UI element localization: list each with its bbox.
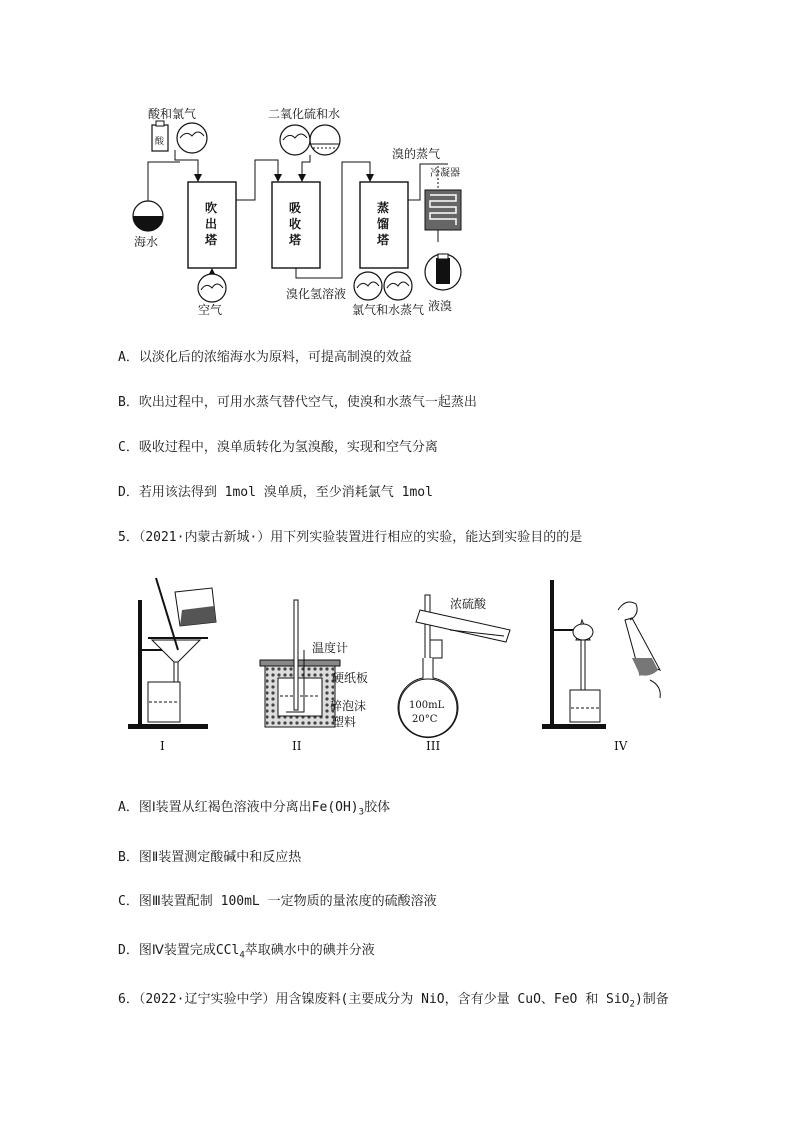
q4-option-c: C．吸收过程中，溴单质转化为氢溴酸，实现和空气分离 — [118, 440, 438, 455]
bromine-process-diagram — [120, 100, 480, 320]
air-label: 空气 — [198, 303, 223, 317]
fig-label-ii: II — [292, 739, 302, 753]
fig-label-iv: IV — [614, 739, 628, 753]
chlorine-gas-icon — [177, 123, 207, 153]
liquid-bromine-label: 液溴 — [428, 299, 453, 313]
seawater-icon — [133, 201, 163, 231]
hbr-solution-label: 溴化氢溶液 — [286, 287, 347, 301]
so2-gas-icon — [280, 125, 310, 155]
acid-bottle-icon — [152, 121, 168, 151]
q4-option-d: D．若用该法得到 1mol 溴单质，至少消耗氯气 1mol — [118, 485, 433, 500]
svg-text:塔: 塔 — [205, 233, 218, 247]
q5-option-d: D．图Ⅳ装置完成CCl$_4$萃取碘水中的碘并分液 — [118, 943, 375, 961]
apparatus-ii-calorimeter — [260, 600, 340, 727]
fig-label-iii: III — [426, 739, 441, 753]
q5-option-c: C．图Ⅲ装置配制 100mL 一定物质的量浓度的硫酸溶液 — [118, 894, 437, 909]
q4-option-b: B．吹出过程中，可用水蒸气替代空气，使溴和水蒸气一起蒸出 — [118, 395, 477, 410]
svg-text:蒸: 蒸 — [377, 201, 390, 215]
svg-text:出: 出 — [205, 217, 218, 231]
q5-option-a: A．图Ⅰ装置从红褐色溶液中分离出$Fe(OH)_3$胶体 — [118, 800, 391, 818]
apparatus-i-filtration — [128, 578, 216, 729]
liquid-bromine-bottle-icon — [425, 254, 461, 290]
chlorine-steam-label: 氯气和水蒸气 — [352, 303, 425, 317]
flask-volume-label: 100mL — [409, 700, 445, 711]
conc-acid-label: 浓硫酸 — [450, 597, 487, 611]
fig-label-i: I — [160, 739, 165, 753]
q4-option-a: A．以淡化后的浓缩海水为原料，可提高制溴的效益 — [118, 350, 412, 365]
chlorine-steam-icon — [354, 272, 412, 300]
q5-stem: 5．（2021·内蒙古新城·）用下列实验装置进行相应的实验，能达到实验目的的是 — [118, 530, 583, 545]
acid-chlorine-label: 酸和氯气 — [148, 107, 197, 121]
svg-text:吹: 吹 — [205, 201, 218, 215]
apparatus-iv-separatory-funnel — [542, 580, 660, 729]
condenser-icon — [425, 190, 461, 242]
bromine-vapor-label: 溴的蒸气 — [392, 147, 441, 161]
foam-label-1: 碎泡沫 — [330, 699, 367, 713]
q5-apparatus-figure — [120, 570, 680, 760]
svg-text:收: 收 — [289, 217, 302, 231]
condenser-label: 冷凝器 — [430, 168, 460, 179]
svg-text:塔: 塔 — [289, 233, 302, 247]
foam-label-2: 塑料 — [332, 715, 357, 729]
flask-temp-label: 20°C — [412, 714, 438, 725]
seawater-label: 海水 — [134, 235, 159, 249]
q5-option-b: B．图Ⅱ装置测定酸碱中和反应热 — [118, 850, 302, 865]
water-icon — [310, 125, 340, 155]
so2-water-label: 二氧化硫和水 — [268, 107, 341, 121]
cardboard-label: 硬纸板 — [332, 671, 369, 685]
thermometer-label: 温度计 — [312, 641, 349, 655]
air-icon — [198, 274, 226, 302]
svg-text:吸: 吸 — [289, 201, 302, 215]
svg-text:馏: 馏 — [377, 217, 390, 231]
svg-text:酸: 酸 — [155, 137, 165, 147]
q6-stem: 6．（2022·辽宁实验中学）用含镍废料(主要成分为 NiO，含有少量 CuO、FeO 和 SiO$_2$)制备 — [118, 992, 669, 1010]
svg-text:塔: 塔 — [377, 233, 390, 247]
